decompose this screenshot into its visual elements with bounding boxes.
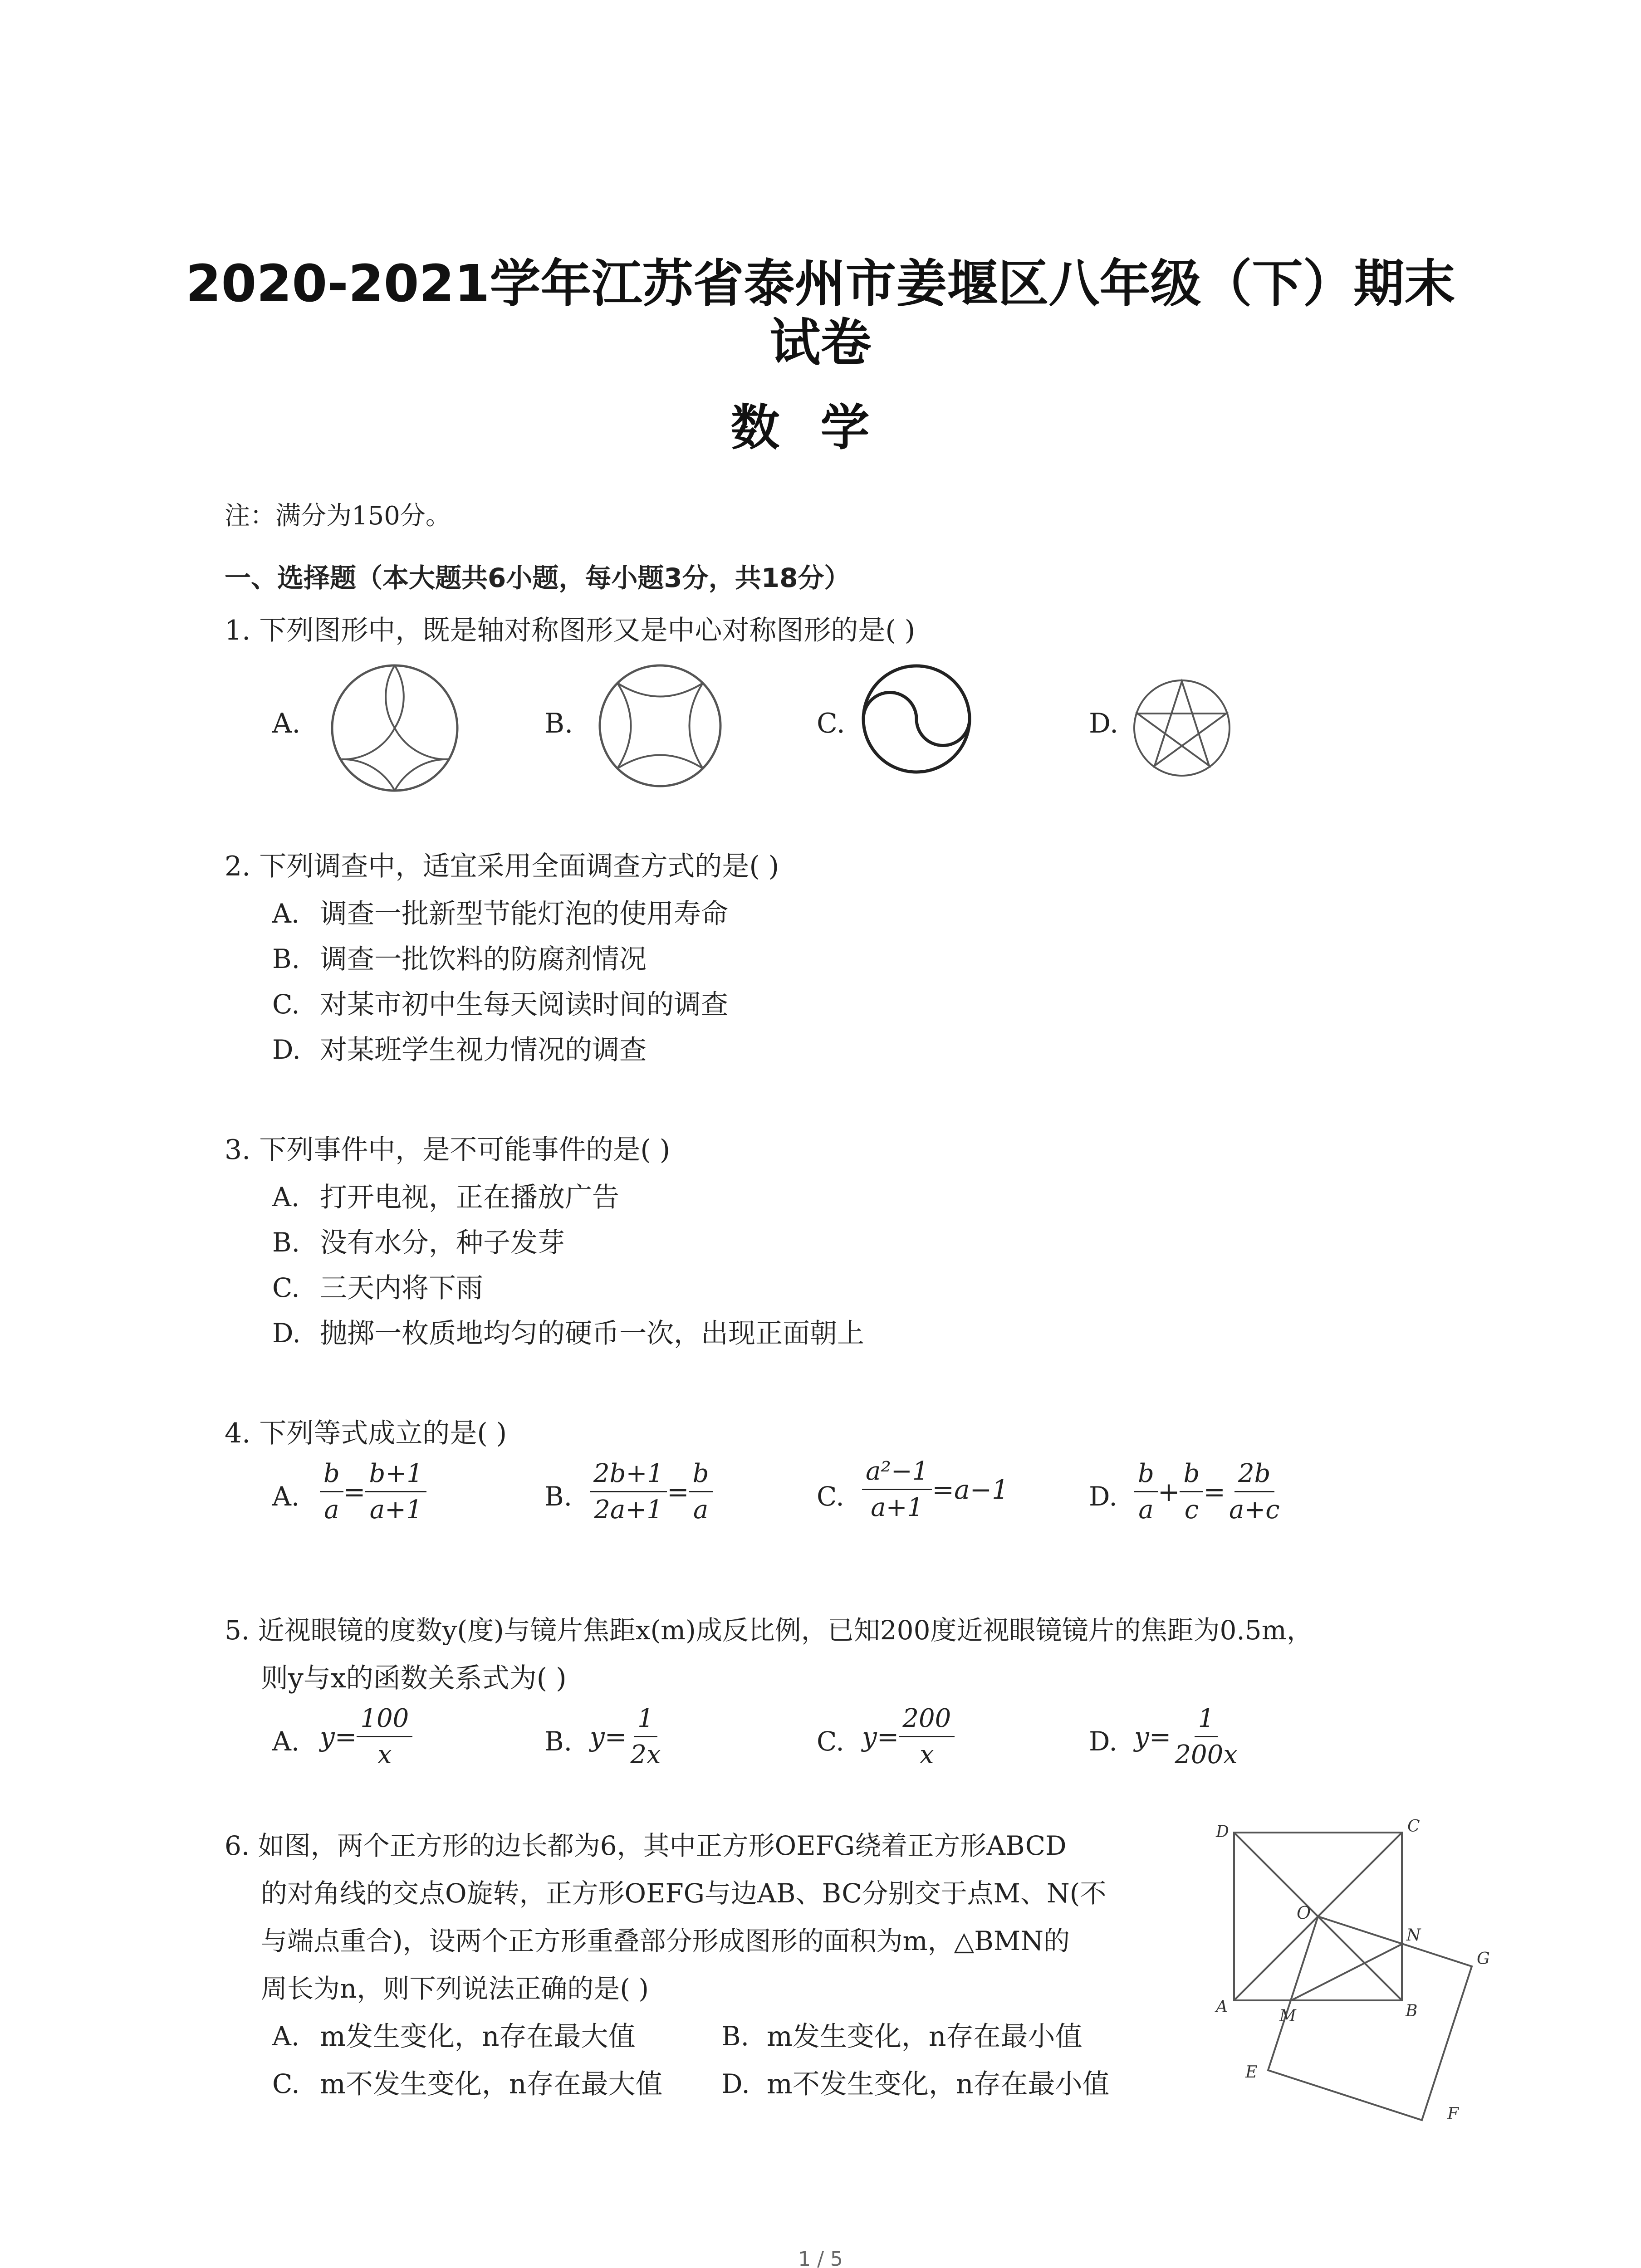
q1-option-d-label: D. (1089, 708, 1119, 739)
q6-option-d-label: D. (721, 2068, 750, 2099)
q5-option-b-label: B. (544, 1726, 573, 1757)
q5-option-c-label: C. (817, 1726, 844, 1757)
q1-option-c-label: C. (817, 708, 845, 739)
q4-option-a-label: A. (272, 1481, 300, 1512)
q4-option-b-formula: $\frac{2b+1}{2a+1}$ = $\frac{b}{a}$ (590, 1461, 713, 1524)
q5-option-b-formula: y= $\frac{1}{2x}$ (590, 1706, 665, 1769)
fraction: $\frac{b+1}{a+1}$ (365, 1461, 426, 1524)
fraction: $\frac{b}{a}$ (320, 1461, 343, 1524)
four-arc-circle-icon (594, 660, 726, 792)
exam-title-line2: 试卷 (769, 313, 872, 372)
q2-option-c-label: C. (272, 989, 300, 1020)
q3-option-a-text: 打开电视，正在播放广告 (320, 1182, 619, 1213)
q1-option-a-label: A. (272, 708, 301, 739)
q2-option-a-label: A. (272, 898, 300, 929)
segment-mn (1291, 1944, 1402, 2000)
question-6-stem-line1: 6. 如图，两个正方形的边长都为6，其中正方形OEFG绕着正方形ABCD (225, 1830, 1067, 1861)
fraction: $\frac{200}{x}$ (899, 1706, 955, 1769)
label-c: C (1407, 1817, 1420, 1836)
q5-option-a-label: A. (272, 1726, 300, 1757)
q4-option-c-label: C. (817, 1481, 844, 1512)
q3-option-d-label: D. (272, 1318, 301, 1349)
q4-option-c-formula: $\frac{\text{a²−1}}{a+1}$ =a−1 (862, 1458, 1009, 1521)
label-f: F (1447, 2105, 1459, 2123)
q3-option-c-text: 三天内将下雨 (320, 1272, 483, 1304)
three-arc-circle-icon (327, 660, 463, 796)
q3-option-a-label: A. (272, 1182, 300, 1212)
question-3-stem: 3. 下列事件中，是不可能事件的是( ) (225, 1134, 671, 1166)
q5-option-d-label: D. (1089, 1726, 1117, 1757)
q5-option-a-formula: y= $\frac{100}{x}$ (320, 1706, 412, 1769)
fraction: $\frac{1}{200x}$ (1175, 1704, 1238, 1769)
question-4-stem: 4. 下列等式成立的是( ) (225, 1418, 507, 1449)
two-squares-rotation-figure (1202, 1810, 1490, 2109)
exam-subject: 数学 (730, 400, 911, 456)
q5-option-d-formula: y= $\frac{1}{200x}$ (1134, 1706, 1241, 1769)
question-6-stem-line3: 与端点重合)，设两个正方形重叠部分形成图形的面积为m，△BMN的 (261, 1926, 1070, 1956)
pentagram-circle-icon (1130, 676, 1234, 780)
q2-option-a-text: 调查一批新型节能灯泡的使用寿命 (320, 898, 728, 930)
question-5-stem-line2: 则y与x的函数关系式为( ) (261, 1662, 567, 1694)
fraction: $\frac{b}{a}$ (1134, 1461, 1158, 1524)
q3-option-b-label: B. (272, 1227, 300, 1258)
q4-option-a-formula: $\frac{b}{a}$ = $\frac{b+1}{a+1}$ (320, 1461, 426, 1524)
q1-option-b-label: B. (544, 708, 573, 739)
label-d: D (1216, 1823, 1229, 1841)
label-o: O (1297, 1903, 1311, 1923)
label-n: N (1406, 1926, 1421, 1945)
q2-option-b-label: B. (272, 943, 300, 974)
fraction: $\frac{b}{c}$ (1180, 1461, 1203, 1524)
label-m: M (1279, 2007, 1296, 2025)
score-note: 注：满分为150分。 (225, 501, 451, 531)
fraction: $\frac{\text{a²−1}}{a+1}$ (862, 1458, 932, 1521)
q2-option-c-text: 对某市初中生每天阅读时间的调查 (320, 989, 728, 1021)
fraction: $\frac{b}{a}$ (689, 1461, 713, 1524)
q4-option-d-formula: $\frac{b}{a}$ + $\frac{b}{c}$ = $\frac{2b}{a+c}$ (1134, 1461, 1283, 1524)
q6-option-d-text: m不发生变化，n存在最小值 (767, 2068, 1110, 2100)
label-g: G (1477, 1950, 1490, 1968)
q6-option-c-label: C. (272, 2068, 300, 2099)
q2-option-d-text: 对某班学生视力情况的调查 (320, 1034, 647, 1066)
q4-option-b-label: B. (544, 1481, 573, 1512)
q3-option-d-text: 抛掷一枚质地均匀的硬币一次，出现正面朝上 (320, 1318, 864, 1349)
q4-option-d-label: D. (1089, 1481, 1117, 1512)
question-2-stem: 2. 下列调查中，适宜采用全面调查方式的是( ) (225, 850, 779, 882)
question-6-stem-line2: 的对角线的交点O旋转，正方形OEFG与边AB、BC分别交于点M、N(不 (261, 1878, 1107, 1909)
question-1-stem: 1. 下列图形中，既是轴对称图形又是中心对称图形的是( ) (225, 615, 916, 646)
section-title-multiple-choice: 一、选择题（本大题共6小题，每小题3分，共18分） (225, 562, 851, 593)
q3-option-b-text: 没有水分，种子发芽 (320, 1227, 565, 1259)
question-5-stem-line1: 5. 近视眼镜的度数y(度)与镜片焦距x(m)成反比例，已知200度近视眼镜镜片的焦距为0.5m， (225, 1615, 1313, 1646)
question-6-stem-line4: 周长为n，则下列说法正确的是( ) (261, 1973, 649, 2004)
label-b: B (1406, 2002, 1418, 2020)
label-e: E (1245, 2063, 1258, 2082)
q3-option-c-label: C. (272, 1272, 300, 1303)
fraction: $\frac{1}{2x}$ (630, 1704, 661, 1769)
q2-option-d-label: D. (272, 1034, 301, 1065)
yin-yang-circle-icon (860, 662, 973, 776)
q6-option-c-text: m不发生变化，n存在最大值 (320, 2068, 663, 2100)
label-a: A (1216, 1998, 1228, 2016)
q6-option-a-text: m发生变化，n存在最大值 (320, 2021, 636, 2053)
fraction: $\frac{2b+1}{2a+1}$ (590, 1461, 667, 1524)
fraction: $\frac{2b}{a+c}$ (1229, 1459, 1280, 1525)
fraction: $\frac{100}{x}$ (357, 1706, 412, 1769)
q6-option-b-text: m发生变化，n存在最小值 (767, 2021, 1083, 2053)
square-oefg (1268, 1916, 1472, 2120)
exam-title-line1: 2020-2021学年江苏省泰州市姜堰区八年级（下）期末 (186, 254, 1455, 313)
page-number: 1 / 5 (798, 2248, 843, 2268)
q6-option-b-label: B. (721, 2021, 749, 2052)
q2-option-b-text: 调查一批饮料的防腐剂情况 (320, 943, 647, 975)
q6-option-a-label: A. (272, 2021, 300, 2052)
q5-option-c-formula: y= $\frac{200}{x}$ (862, 1706, 955, 1769)
